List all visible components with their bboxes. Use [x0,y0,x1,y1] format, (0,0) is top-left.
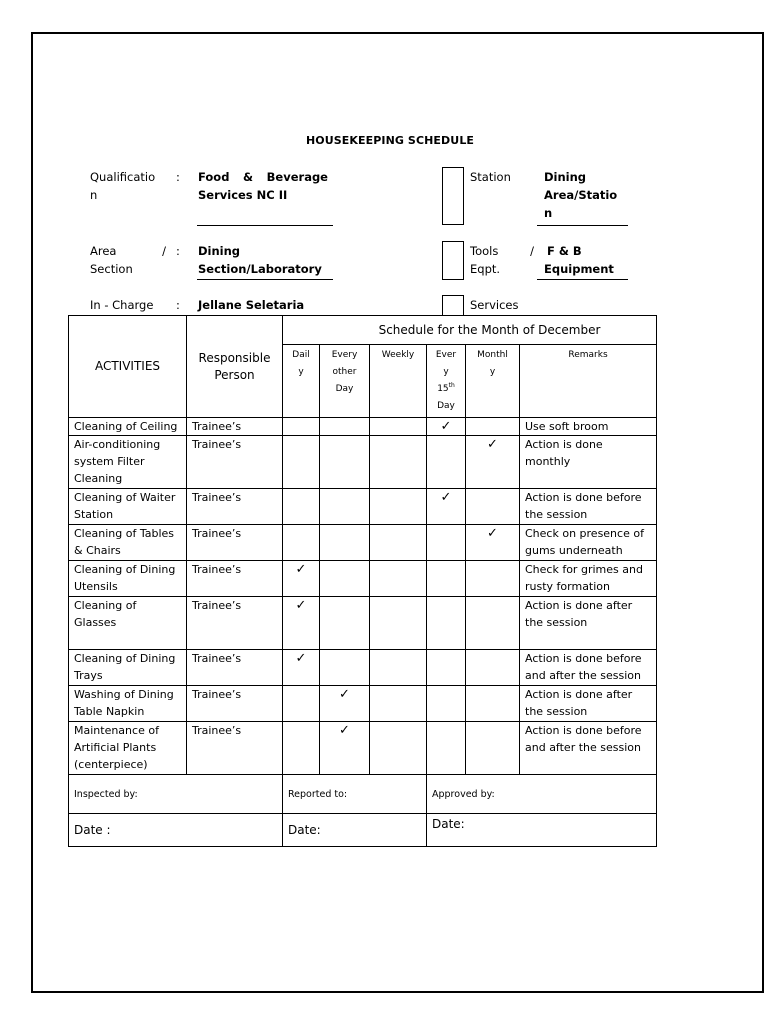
frequency-cell-every-other-day [320,686,370,722]
frequency-cell-15th [427,525,466,561]
remarks-text: the session [525,508,588,521]
area-label: Area / Section [90,244,166,276]
weekly-header: Weekly [370,345,427,418]
station-checkbox[interactable] [442,167,464,225]
remarks-text: and after the session [525,741,641,754]
tools-underline [537,279,628,280]
tools-value: F & B Equipment [544,244,614,276]
remarks-text: Action is done after [525,599,633,612]
frequency-cell-monthly [466,650,520,686]
activity-text: system Filter [74,455,145,468]
remarks-text: the session [525,705,588,718]
check-mark-icon: ✓ [487,437,498,452]
activity-text: Table Napkin [74,705,145,718]
activity-text: Trays [74,669,103,682]
qualification-colon: : [176,170,180,184]
table-row [69,418,657,436]
activity-text: Cleaning of Tables [74,527,174,540]
remarks-text: Check for grimes and [525,563,643,576]
frequency-cell-daily [283,722,320,775]
frequency-cell-every-other-day [320,436,370,489]
activity-text: Cleaning [74,472,123,485]
every-15th-day-header: Ever y 15th Day [427,345,466,418]
remarks-text: Use soft broom [525,420,609,433]
activity-text: Cleaning of Waiter [74,491,176,504]
responsible-header: Responsible Person [187,316,283,418]
activity-cell [69,597,187,650]
remarks-text: Action is done before [525,652,642,665]
remarks-cell [520,525,657,561]
frequency-cell-every-other-day [320,597,370,650]
remarks-cell [520,650,657,686]
responsible-person-cell: Trainee’s [187,525,283,561]
frequency-cell-monthly [466,436,520,489]
monthly-header: Monthl y [466,345,520,418]
activity-text: Cleaning of Dining [74,652,176,665]
frequency-cell-every-other-day [320,525,370,561]
frequency-cell-daily [283,561,320,597]
tools-checkbox[interactable] [442,241,464,280]
check-mark-icon: ✓ [295,598,307,613]
activity-text: Cleaning of [74,599,137,612]
schedule-table [68,315,657,847]
area-underline [197,279,333,280]
frequency-cell-every-other-day [320,561,370,597]
activity-cell [69,436,187,489]
frequency-cell-every-other-day [320,650,370,686]
remarks-text: Action is done [525,438,603,451]
activity-cell [69,489,187,525]
table-row [69,597,657,650]
frequency-cell-monthly [466,525,520,561]
frequency-cell-weekly [370,436,427,489]
activity-cell [69,722,187,775]
remarks-cell [520,436,657,489]
frequency-cell-monthly [466,597,520,650]
schedule-month-header: Schedule for the Month of December [283,316,657,345]
check-mark-icon: ✓ [339,723,350,738]
remarks-text: the session [525,616,588,629]
frequency-cell-weekly [370,489,427,525]
check-mark-icon: ✓ [295,562,307,577]
date-field-reported: Date: [283,814,427,847]
remarks-cell [520,686,657,722]
table-row [69,436,657,489]
activity-text: Cleaning of Dining [74,563,176,576]
remarks-text: rusty formation [525,580,611,593]
area-value: Dining Section/Laboratory [198,244,322,276]
frequency-cell-15th [427,561,466,597]
check-mark-icon: ✓ [295,651,307,666]
frequency-cell-monthly [466,686,520,722]
responsible-person-cell: Trainee’s [187,597,283,650]
activity-cell [69,561,187,597]
activity-text: Utensils [74,580,118,593]
frequency-cell-weekly [370,722,427,775]
incharge-value: Jellane Seletaria [198,298,305,312]
table-row [69,650,657,686]
reported-to-label: Reported to: [283,775,427,814]
activity-text: (centerpiece) [74,758,148,771]
activity-text: Air-conditioning [74,438,161,451]
frequency-cell-15th [427,722,466,775]
frequency-cell-15th [427,597,466,650]
activity-text: Washing of Dining [74,688,174,701]
frequency-cell-daily [283,418,320,436]
remarks-text: and after the session [525,669,641,682]
frequency-cell-15th [427,686,466,722]
remarks-cell [520,418,657,436]
responsible-person-cell: Trainee’s [187,418,283,436]
frequency-cell-daily [283,489,320,525]
activities-header: ACTIVITIES [69,316,187,418]
frequency-cell-daily [283,650,320,686]
activity-text: & Chairs [74,544,121,557]
remarks-text: monthly [525,455,571,468]
frequency-cell-monthly [466,722,520,775]
table-row [69,489,657,525]
responsible-person-cell: Trainee’s [187,489,283,525]
responsible-person-cell: Trainee’s [187,436,283,489]
remarks-cell [520,561,657,597]
qualification-value: Food & Beverage Services NC II [198,170,328,202]
responsible-person-cell: Trainee’s [187,686,283,722]
check-mark-icon: ✓ [440,419,452,434]
daily-header: Dail y [283,345,320,418]
qualification-label: Qualificatio n [90,170,156,202]
frequency-cell-daily [283,686,320,722]
incharge-label: In - Charge [90,298,154,312]
responsible-person-cell: Trainee’s [187,650,283,686]
check-mark-icon: ✓ [487,526,498,541]
activity-text: Artificial Plants [74,741,157,754]
approved-by-label: Approved by: [427,775,657,814]
station-underline [537,225,628,226]
area-colon: : [176,244,180,258]
table-row [69,561,657,597]
frequency-cell-every-other-day [320,418,370,436]
remarks-text: Check on presence of [525,527,644,540]
services-checkbox[interactable] [442,295,464,316]
qualification-underline [197,225,333,226]
frequency-cell-monthly [466,489,520,525]
remarks-text: Action is done before [525,724,642,737]
frequency-cell-daily [283,436,320,489]
responsible-person-cell: Trainee’s [187,722,283,775]
frequency-cell-weekly [370,686,427,722]
activity-cell [69,525,187,561]
table-row [69,525,657,561]
frequency-cell-monthly [466,418,520,436]
remarks-text: Action is done after [525,688,633,701]
inspected-by-label: Inspected by: [69,775,283,814]
frequency-cell-weekly [370,525,427,561]
table-row [69,722,657,775]
activity-text: Glasses [74,616,117,629]
date-field-inspected: Date : [69,814,283,847]
frequency-cell-daily [283,597,320,650]
check-mark-icon: ✓ [440,490,452,505]
frequency-cell-monthly [466,561,520,597]
activity-text: Cleaning of Ceiling [74,420,178,433]
frequency-cell-15th [427,418,466,436]
activity-cell [69,650,187,686]
incharge-colon: : [176,298,180,312]
remarks-cell [520,489,657,525]
frequency-cell-weekly [370,650,427,686]
date-field-approved: Date: [427,814,657,847]
frequency-cell-15th [427,650,466,686]
tools-label: Tools / Eqpt. [470,244,534,276]
activity-text: Station [74,508,114,521]
activity-cell [69,418,187,436]
remarks-text: gums underneath [525,544,623,557]
frequency-cell-daily [283,525,320,561]
every-other-day-header: Every other Day [320,345,370,418]
remarks-cell [520,597,657,650]
station-label: Station [470,170,511,184]
station-value: Dining Area/Statio n [544,170,618,220]
frequency-cell-15th [427,436,466,489]
frequency-cell-weekly [370,561,427,597]
activity-text: Maintenance of [74,724,159,737]
frequency-cell-every-other-day [320,489,370,525]
frequency-cell-every-other-day [320,722,370,775]
frequency-cell-weekly [370,597,427,650]
check-mark-icon: ✓ [339,687,350,702]
frequency-cell-weekly [370,418,427,436]
remarks-cell [520,722,657,775]
remarks-text: Action is done before [525,491,642,504]
table-row [69,686,657,722]
remarks-header: Remarks [520,345,657,418]
responsible-person-cell: Trainee’s [187,561,283,597]
activity-cell [69,686,187,722]
frequency-cell-15th [427,489,466,525]
services-label: Services [470,298,519,312]
document-title: HOUSEKEEPING SCHEDULE [305,134,475,147]
